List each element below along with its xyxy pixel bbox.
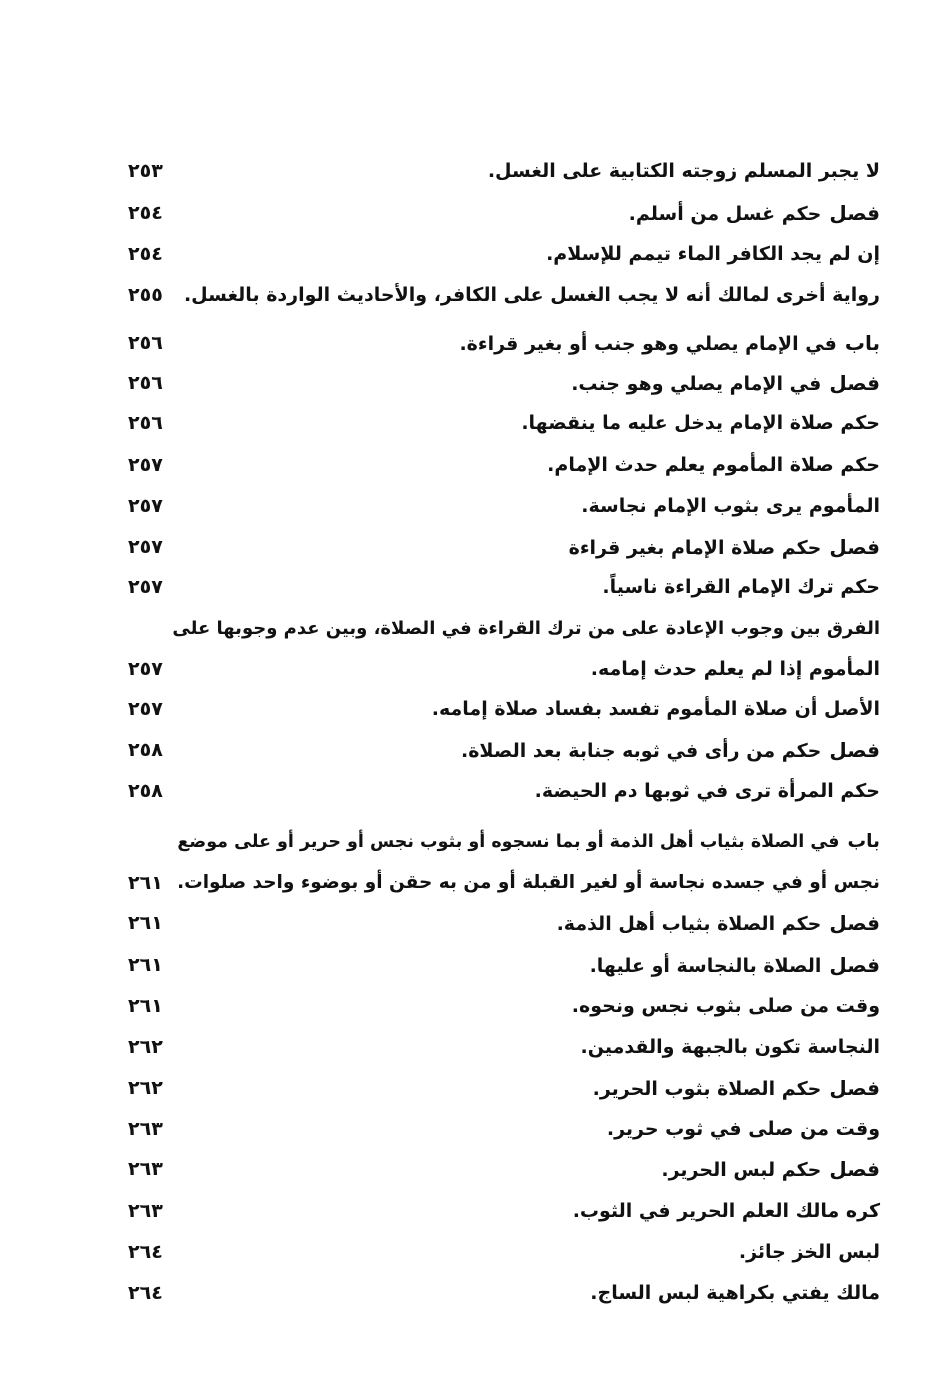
index-entry bbox=[110, 1280, 880, 1320]
entry-title bbox=[184, 282, 880, 308]
entry-title bbox=[571, 370, 880, 397]
entry-title bbox=[177, 870, 880, 896]
index-entry bbox=[110, 493, 880, 533]
page-number: ٢٥٦ bbox=[128, 412, 163, 434]
entry-text: الصلاة بالنجاسة أو عليها. bbox=[589, 955, 822, 977]
entry-title bbox=[573, 1198, 880, 1224]
page-number: ٢٥٨ bbox=[128, 739, 163, 761]
entry-text: حكم الصلاة بثوب الحرير. bbox=[592, 1078, 822, 1100]
entry-label: فصل bbox=[829, 1157, 880, 1181]
entry-text: حكم ترك الإمام القراءة ناسياً. bbox=[602, 576, 880, 598]
entry-title bbox=[581, 1034, 880, 1060]
page-number: ٢٥٧ bbox=[128, 658, 163, 680]
index-entry bbox=[110, 870, 880, 910]
page-number: ٢٦٣ bbox=[128, 1200, 163, 1222]
index-entry bbox=[110, 410, 880, 450]
index-entry bbox=[110, 1156, 880, 1196]
page-number: ٢٥٥ bbox=[128, 284, 163, 306]
entry-text: حكم لبس الحرير. bbox=[661, 1159, 822, 1181]
index-entry bbox=[110, 656, 880, 696]
index-entry bbox=[110, 200, 880, 240]
page-number: ٢٥٦ bbox=[128, 372, 163, 394]
entry-text: كره مالك العلم الحرير في الثوب. bbox=[572, 1200, 880, 1222]
entry-text: رواية أخرى لمالك أنه لا يجب الغسل على الكافر، والأحاديث الواردة بالغسل. bbox=[183, 284, 880, 306]
page-number: ٢٦١ bbox=[128, 954, 163, 976]
entry-title bbox=[488, 158, 880, 184]
index-entry bbox=[110, 1034, 880, 1074]
entry-title bbox=[739, 1239, 880, 1265]
entry-text: حكم من رأى في ثوبه جنابة بعد الصلاة. bbox=[461, 740, 822, 762]
index-entry bbox=[110, 574, 880, 614]
entry-text: لا يجبر المسلم زوجته الكتابية على الغسل. bbox=[487, 160, 880, 182]
index-entry bbox=[110, 282, 880, 322]
entry-text: حكم صلاة الإمام بغير قراءة bbox=[568, 537, 822, 559]
entry-text: وقت من صلى في ثوب حرير. bbox=[606, 1118, 880, 1140]
index-entry bbox=[110, 370, 880, 410]
entry-title bbox=[569, 534, 880, 561]
entry-title bbox=[459, 330, 880, 357]
entry-label: فصل bbox=[829, 535, 880, 559]
entry-title bbox=[432, 696, 880, 722]
entry-label: فصل bbox=[829, 1076, 880, 1100]
entry-text: حكم غسل من أسلم. bbox=[628, 203, 822, 225]
page-number: ٢٦٣ bbox=[128, 1118, 163, 1140]
entry-label: فصل bbox=[829, 371, 880, 395]
entry-text: لبس الخز جائز. bbox=[738, 1241, 880, 1263]
entry-title bbox=[593, 1075, 880, 1102]
entry-title bbox=[535, 778, 880, 804]
entry-text: النجاسة تكون بالجبهة والقدمين. bbox=[580, 1036, 880, 1058]
page-number: ٢٦٤ bbox=[128, 1282, 163, 1304]
index-entry bbox=[110, 1116, 880, 1156]
index-entry bbox=[110, 1075, 880, 1115]
page-number: ٢٦١ bbox=[128, 872, 163, 894]
entry-title bbox=[546, 241, 880, 267]
index-entry bbox=[110, 616, 880, 656]
page-number: ٢٦٢ bbox=[128, 1036, 163, 1058]
entry-title bbox=[602, 574, 880, 600]
entry-label: فصل bbox=[829, 201, 880, 225]
entry-title bbox=[572, 993, 880, 1019]
page-number: ٢٥٧ bbox=[128, 576, 163, 598]
entry-label: باب bbox=[847, 831, 880, 852]
page-number: ٢٦١ bbox=[128, 995, 163, 1017]
entry-text: المأموم يرى بثوب الإمام نجاسة. bbox=[581, 495, 880, 517]
entry-text: الأصل أن صلاة المأموم تفسد بفساد صلاة إمامه. bbox=[431, 698, 880, 720]
entry-text: حكم صلاة المأموم يعلم حدث الإمام. bbox=[547, 454, 880, 476]
entry-title bbox=[547, 452, 880, 478]
index-entry bbox=[110, 952, 880, 992]
index-entry bbox=[110, 158, 880, 198]
index-entry bbox=[110, 1198, 880, 1238]
entry-title bbox=[172, 616, 880, 642]
index-entry bbox=[110, 829, 880, 869]
index-entry bbox=[110, 696, 880, 736]
entry-title bbox=[521, 410, 880, 436]
page-number: ٢٦١ bbox=[128, 912, 163, 934]
entry-title bbox=[607, 1116, 880, 1142]
index-entry bbox=[110, 1239, 880, 1279]
entry-text: إن لم يجد الكافر الماء تيمم للإسلام. bbox=[546, 243, 880, 265]
page-number: ٢٦٣ bbox=[128, 1158, 163, 1180]
entry-label: فصل bbox=[829, 911, 880, 935]
page-number: ٢٦٢ bbox=[128, 1077, 163, 1099]
page-number: ٢٥٧ bbox=[128, 536, 163, 558]
entry-text: الفرق بين وجوب الإعادة على من ترك القراءة في الصلاة، وبين عدم وجوبها على bbox=[172, 618, 880, 639]
page-number: ٢٥٤ bbox=[128, 243, 163, 265]
index-entry bbox=[110, 241, 880, 281]
index-entry bbox=[110, 452, 880, 492]
page-number: ٢٥٤ bbox=[128, 202, 163, 224]
entry-title bbox=[590, 952, 880, 979]
index-entry bbox=[110, 737, 880, 777]
entry-label: فصل bbox=[829, 953, 880, 977]
entry-text: وقت من صلى بثوب نجس ونحوه. bbox=[571, 995, 880, 1017]
entry-title bbox=[177, 829, 880, 855]
page-number: ٢٥٧ bbox=[128, 698, 163, 720]
entry-text: في الإمام يصلي وهو جنب أو بغير قراءة. bbox=[459, 333, 837, 355]
page-number: ٢٥٦ bbox=[128, 332, 163, 354]
entry-title bbox=[581, 493, 880, 519]
entry-title bbox=[629, 200, 880, 227]
index-entry bbox=[110, 534, 880, 574]
entry-title bbox=[461, 737, 880, 764]
page-number: ٢٥٨ bbox=[128, 780, 163, 802]
page-number: ٢٥٧ bbox=[128, 454, 163, 476]
index-entry bbox=[110, 993, 880, 1033]
entry-text: حكم المرأة ترى في ثوبها دم الحيضة. bbox=[534, 780, 880, 802]
index-entry bbox=[110, 910, 880, 950]
entry-title bbox=[590, 1280, 880, 1306]
entry-text: في الصلاة بثياب أهل الذمة أو بما نسجوه أو بثوب نجس أو حرير أو على موضع bbox=[177, 832, 840, 852]
entry-label: فصل bbox=[829, 738, 880, 762]
entry-title bbox=[661, 1156, 880, 1183]
page-number: ٢٥٧ bbox=[128, 495, 163, 517]
index-entry bbox=[110, 330, 880, 370]
page-number: ٢٦٤ bbox=[128, 1241, 163, 1263]
entry-text: المأموم إذا لم يعلم حدث إمامه. bbox=[590, 658, 880, 680]
entry-text: حكم صلاة الإمام يدخل عليه ما ينقضها. bbox=[521, 412, 880, 434]
entry-label: باب bbox=[844, 331, 880, 355]
index-entry bbox=[110, 778, 880, 818]
entry-text: حكم الصلاة بثياب أهل الذمة. bbox=[556, 913, 822, 935]
entry-title bbox=[591, 656, 880, 682]
entry-text: نجس أو في جسده نجاسة أو لغير القبلة أو من به حقن أو بوضوء واحد صلوات. bbox=[177, 872, 880, 893]
entry-text: مالك يفتي بكراهية لبس الساج. bbox=[590, 1282, 880, 1304]
page-number: ٢٥٣ bbox=[128, 160, 163, 182]
entry-text: في الإمام يصلي وهو جنب. bbox=[571, 373, 822, 395]
entry-title bbox=[557, 910, 880, 937]
